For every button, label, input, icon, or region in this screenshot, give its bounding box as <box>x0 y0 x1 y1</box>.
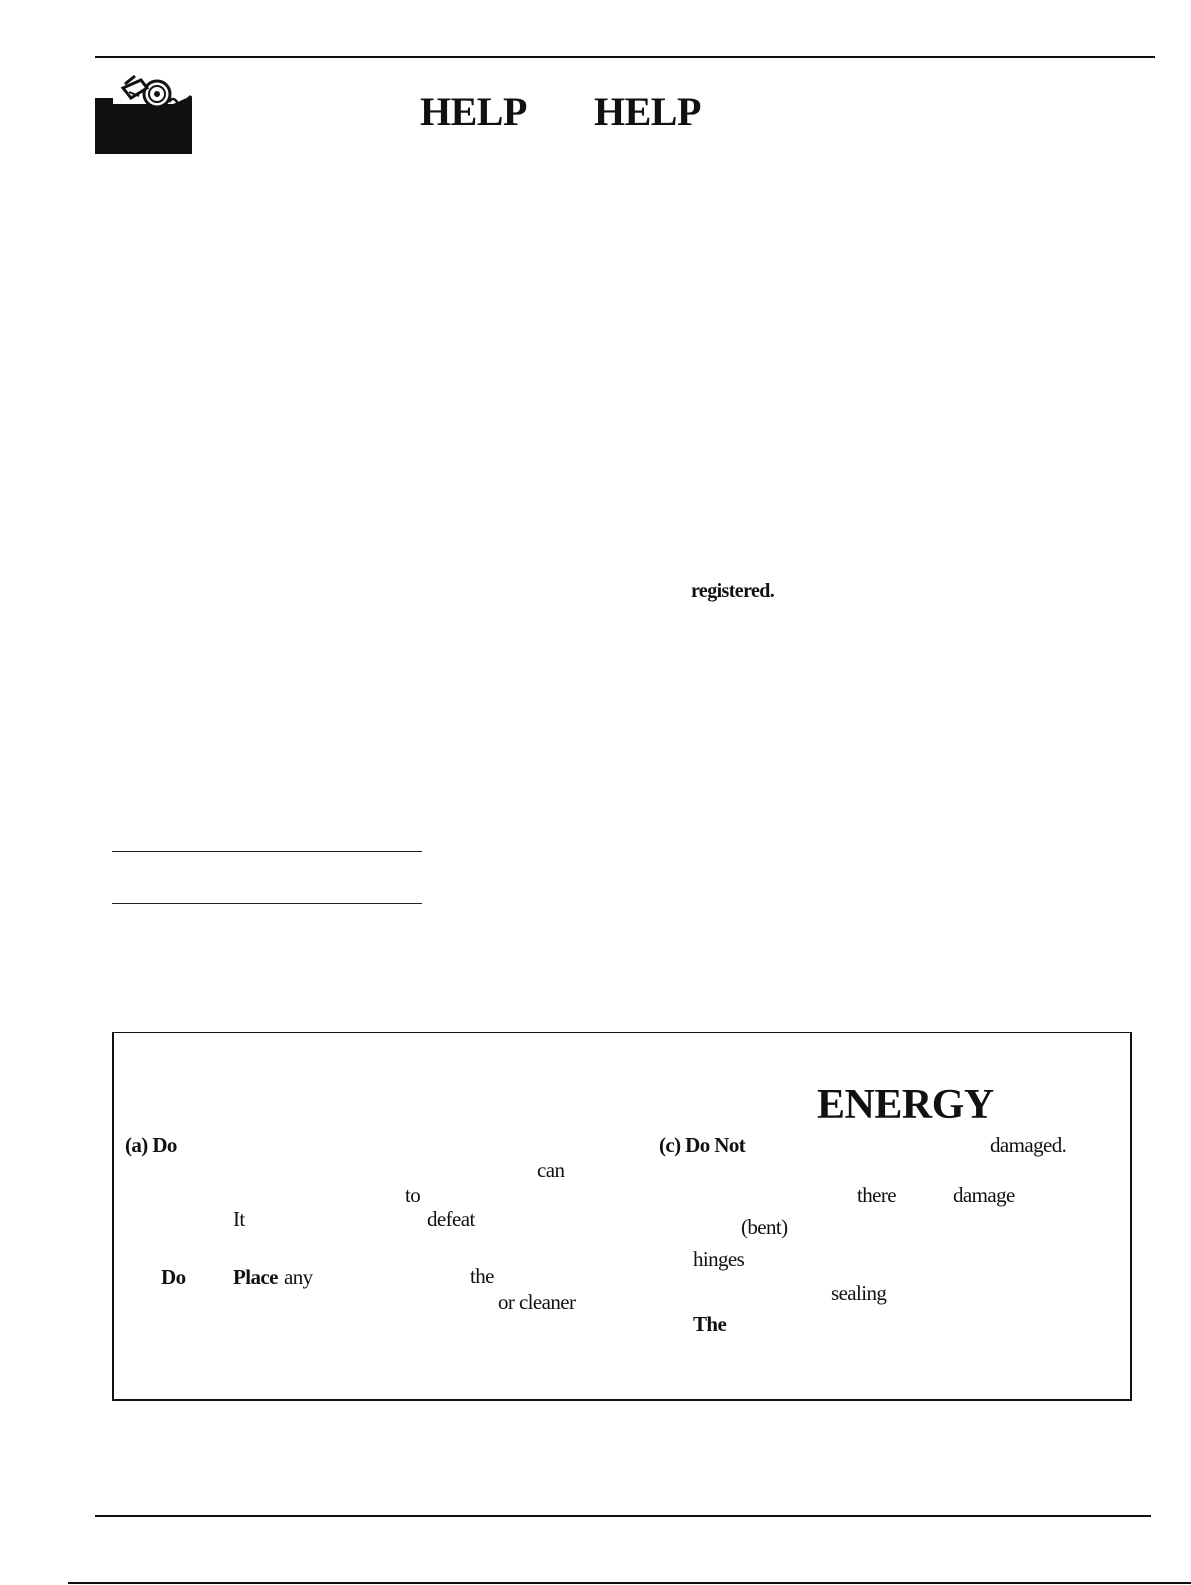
item-b-place: Place <box>233 1265 278 1289</box>
word-the-cap: The <box>693 1312 727 1336</box>
word-hinges: hinges <box>693 1247 745 1271</box>
word-damaged: damaged. <box>990 1133 1067 1157</box>
footer-rule <box>95 1515 1151 1517</box>
word-any: any <box>284 1265 313 1289</box>
telephone-icon <box>95 58 192 154</box>
word-to: to <box>405 1183 421 1207</box>
word-defeat: defeat <box>427 1207 475 1231</box>
word-bent: (bent) <box>741 1215 788 1239</box>
item-b-do: Do <box>161 1265 186 1289</box>
notice-heading-energy: ENERGY <box>817 1082 994 1128</box>
word-can: can <box>537 1158 565 1182</box>
heading-help-left: HELP <box>420 89 527 134</box>
item-c-label: (c) Do Not <box>659 1133 746 1157</box>
word-it: It <box>233 1207 245 1231</box>
model-number-line <box>112 851 422 852</box>
header-top-rule <box>95 56 1155 58</box>
word-damage: damage <box>953 1183 1015 1207</box>
registered-text: registered. <box>691 580 775 602</box>
serial-number-line <box>112 903 422 904</box>
item-a-label: (a) Do <box>125 1133 177 1157</box>
word-there: there <box>857 1183 896 1207</box>
word-or-cleaner: or cleaner <box>498 1290 576 1314</box>
word-sealing: sealing <box>831 1281 887 1305</box>
heading-help-right: HELP <box>594 89 701 134</box>
page-bottom-rule <box>68 1582 1191 1584</box>
word-the: the <box>470 1264 494 1288</box>
